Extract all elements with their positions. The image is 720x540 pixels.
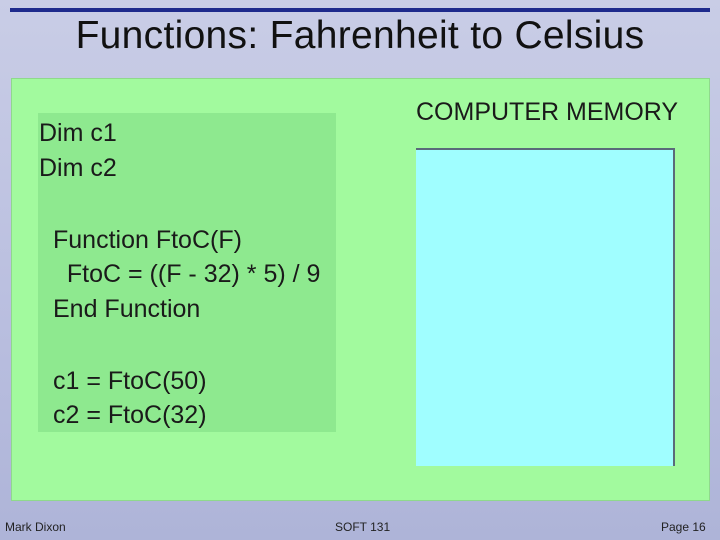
footer-author: Mark Dixon [5, 520, 66, 534]
title-rule [10, 8, 710, 12]
code-line-dim-c2: Dim c2 [39, 154, 117, 182]
code-line-dim-c1: Dim c1 [39, 119, 117, 147]
code-line-function-body: FtoC = ((F - 32) * 5) / 9 [53, 260, 321, 288]
code-line-end-function: End Function [53, 295, 201, 323]
code-line-call-c2: c2 = FtoC(32) [53, 401, 207, 429]
code-line-call-c1: c1 = FtoC(50) [53, 367, 207, 395]
slide-title: Functions: Fahrenheit to Celsius [75, 14, 645, 57]
footer-course: SOFT 131 [335, 520, 391, 534]
footer-page-number: Page 16 [661, 520, 706, 534]
code-line-function-header: Function FtoC(F) [53, 226, 242, 254]
memory-title: COMPUTER MEMORY [416, 98, 679, 126]
memory-box [416, 148, 675, 466]
